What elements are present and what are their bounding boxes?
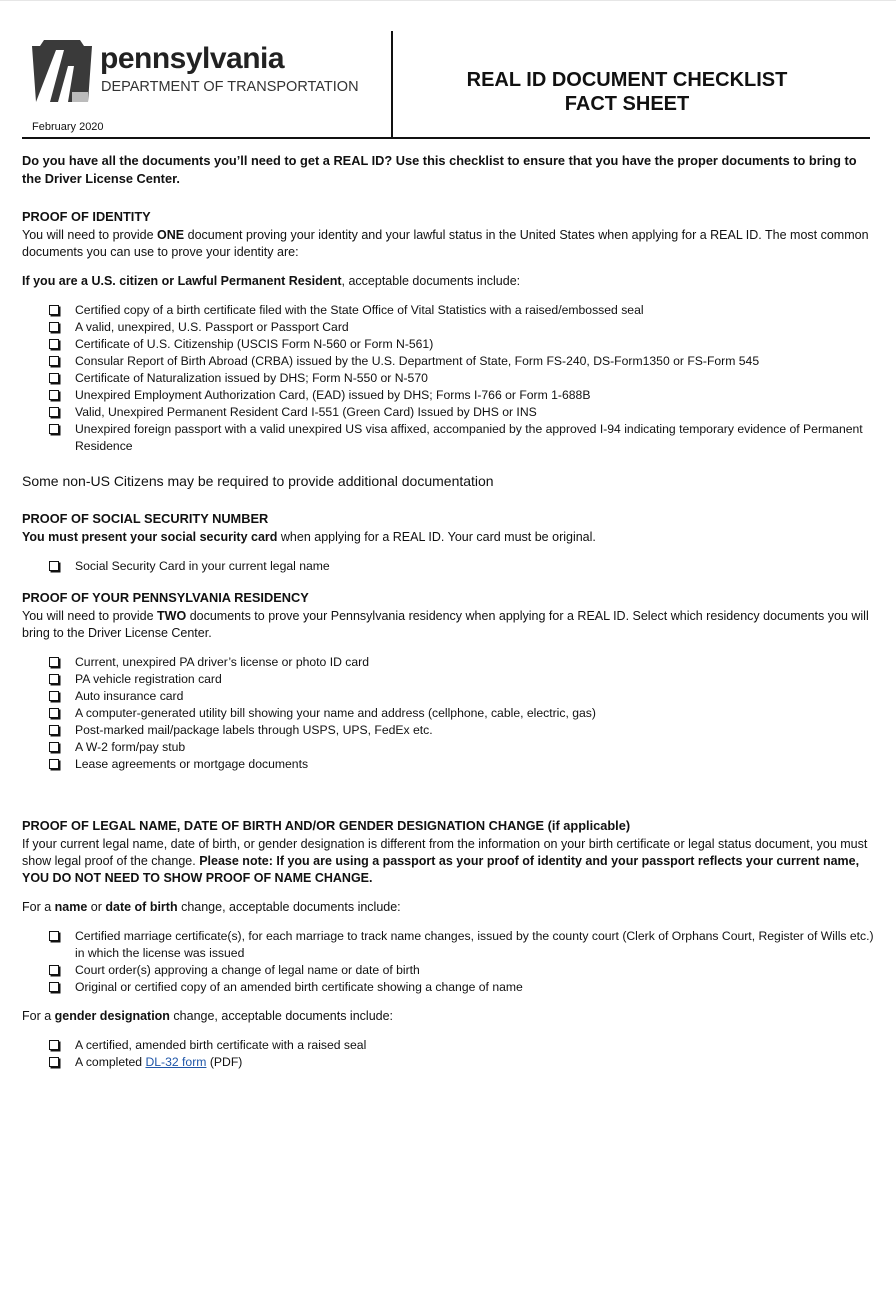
checkbox[interactable] (49, 1057, 59, 1067)
text-run: You will need to provide (22, 228, 158, 242)
item-text: Consular Report of Birth Abroad (CRBA) issued by the U.S. Department of State, Form FS-240, DS-Form1350 or FS-Form 545 (75, 354, 760, 368)
text-run: change, acceptable documents include: (177, 900, 401, 914)
text-run: If your current legal name, date of birth, or gender designation is different from the information on your birth certificate or legal status document, you must show legal proof of the change. (22, 837, 868, 868)
checkbox[interactable] (49, 424, 59, 434)
item-text: Certificate of U.S. Citizenship (USCIS Form N-560 or Form N-561) (75, 337, 434, 351)
title-line-1: REAL ID DOCUMENT CHECKLIST (466, 69, 788, 91)
checklist-item (22, 962, 874, 979)
item-text: Unexpired foreign passport with a valid unexpired US visa affixed, accompanied by the approved I-94 indicating temporary evidence of Permanent Residence (75, 422, 863, 453)
document-body (22, 152, 874, 1071)
text-run: , acceptable documents include: (341, 274, 521, 288)
publish-date: February 2020 (32, 121, 104, 133)
header-rule (22, 137, 870, 139)
residency-paragraph (22, 608, 874, 642)
text-run: documents to prove your Pennsylvania residency when applying for a REAL ID. Select which residency documents you will bring to the Driver License Center. (22, 609, 869, 640)
checkbox[interactable] (49, 982, 59, 992)
text-run-bold: If you are using a passport as your proof of identity and your passport reflects your current name, YOU DO NOT NEED TO SHOW PROOF OF NAME CHANGE. (22, 854, 860, 885)
checklist-item (22, 756, 874, 773)
text-run: when applying for a REAL ID. Your card must be original. (277, 530, 596, 544)
item-text: A certified, amended birth certificate with a raised seal (75, 1038, 367, 1052)
residency-heading: PROOF OF YOUR PENNSYLVANIA RESIDENCY (22, 590, 309, 605)
checkbox[interactable] (49, 657, 59, 667)
checklist-item (22, 302, 874, 319)
page-title (412, 68, 842, 116)
item-text: Lease agreements or mortgage documents (75, 757, 309, 771)
item-text: Valid, Unexpired Permanent Resident Card I-551 (Green Card) Issued by DHS or INS (75, 405, 537, 419)
identity-paragraph (22, 227, 874, 261)
legal-change-paragraph (22, 836, 874, 887)
checklist-item (22, 319, 874, 336)
item-text: (PDF) (206, 1055, 243, 1069)
checkbox[interactable] (49, 742, 59, 752)
checklist-item (22, 370, 874, 387)
identity-heading: PROOF OF IDENTITY (22, 209, 151, 224)
brand-name: pennsylvania (100, 42, 285, 75)
non-citizen-note: Some non-US Citizens may be required to provide additional documentation (22, 473, 494, 489)
item-text: A computer-generated utility bill showing your name and address (cellphone, cable, electric, gas) (75, 706, 596, 720)
text-run: document proving your identity and your lawful status in the United States when applying for a REAL ID. The most common documents you can use to prove your identity are: (22, 228, 869, 259)
checkbox[interactable] (49, 931, 59, 941)
checkbox[interactable] (49, 407, 59, 417)
checkbox[interactable] (49, 1040, 59, 1050)
identity-eligibility (22, 273, 874, 290)
item-text: PA vehicle registration card (75, 672, 222, 686)
checklist-item (22, 387, 874, 404)
item-text: Post-marked mail/package labels through USPS, UPS, FedEx etc. (75, 723, 433, 737)
checkbox[interactable] (49, 322, 59, 332)
item-text: Unexpired Employment Authorization Card, (EAD) issued by DHS; Forms I-766 or Form 1-688B (75, 388, 591, 402)
name-dob-checklist (22, 928, 874, 996)
item-text: Current, unexpired PA driver’s license or photo ID card (75, 655, 369, 669)
dl-32-form-link[interactable]: DL-32 form (145, 1055, 207, 1069)
checklist-item (22, 705, 874, 722)
text-run-bold: name (54, 900, 88, 914)
title-line-2: FACT SHEET (564, 93, 690, 115)
checklist-item (22, 353, 874, 370)
ssn-paragraph (22, 529, 874, 546)
checklist-item (22, 688, 874, 705)
checkbox[interactable] (49, 965, 59, 975)
text-run-bold: Please note: (199, 854, 273, 868)
item-text: Social Security Card in your current legal name (75, 559, 330, 573)
brand-subtitle: DEPARTMENT OF TRANSPORTATION (101, 79, 359, 95)
header-divider (391, 31, 393, 139)
text-run: or (87, 900, 106, 914)
gender-checklist (22, 1037, 874, 1071)
checkbox[interactable] (49, 561, 59, 571)
checklist-item (22, 404, 874, 421)
checkbox[interactable] (49, 691, 59, 701)
keystone-logo-icon (28, 40, 96, 102)
checkbox[interactable] (49, 373, 59, 383)
item-text: Auto insurance card (75, 689, 184, 703)
item-text: Certificate of Naturalization issued by DHS; Form N-550 or N-570 (75, 371, 428, 385)
item-text: A W-2 form/pay stub (75, 740, 186, 754)
identity-checklist (22, 302, 874, 455)
checklist-item (22, 1054, 874, 1071)
text-run-bold: gender designation (54, 1009, 170, 1023)
item-text: Certified marriage certificate(s), for each marriage to track name changes, issued by the county court (Clerk of Orphans Court, Register of Wills etc.) in which the license was issued (75, 929, 874, 960)
legal-change-heading: PROOF OF LEGAL NAME, DATE OF BIRTH AND/OR GENDER DESIGNATION CHANGE (if applicable) (22, 818, 631, 833)
checkbox[interactable] (49, 356, 59, 366)
checkbox[interactable] (49, 708, 59, 718)
checklist-item (22, 722, 874, 739)
text-run: You will need to provide (22, 609, 158, 623)
checkbox[interactable] (49, 390, 59, 400)
item-text: Certified copy of a birth certificate filed with the State Office of Vital Statistics with a raised/embossed seal (75, 303, 644, 317)
item-text: Court order(s) approving a change of legal name or date of birth (75, 963, 420, 977)
text-run-bold: date of birth (105, 900, 178, 914)
checklist-item (22, 671, 874, 688)
text-run-bold: You must present your social security card (22, 530, 278, 544)
checkbox[interactable] (49, 725, 59, 735)
checklist-item (22, 421, 874, 455)
ssn-heading: PROOF OF SOCIAL SECURITY NUMBER (22, 511, 269, 526)
item-text: A valid, unexpired, U.S. Passport or Passport Card (75, 320, 349, 334)
residency-checklist (22, 654, 874, 773)
checklist-item (22, 1037, 874, 1054)
checklist-item (22, 654, 874, 671)
checklist-item (22, 558, 874, 575)
checkbox[interactable] (49, 339, 59, 349)
page-top-border (0, 0, 896, 1)
page-header (22, 28, 870, 138)
text-run: change, acceptable documents include: (169, 1009, 394, 1023)
item-text: A completed (75, 1055, 146, 1069)
item-text: Original or certified copy of an amended birth certificate showing a change of name (75, 980, 523, 994)
text-run-bold: TWO (157, 609, 187, 623)
checklist-item (22, 739, 874, 756)
ssn-checklist (22, 558, 874, 575)
checklist-item (22, 336, 874, 353)
checkbox[interactable] (49, 674, 59, 684)
name-dob-intro (22, 899, 874, 916)
checkbox[interactable] (49, 305, 59, 315)
text-run-bold: ONE (157, 228, 185, 242)
checklist-item (22, 928, 874, 962)
gender-intro (22, 1008, 874, 1025)
checkbox[interactable] (49, 759, 59, 769)
checklist-item (22, 979, 874, 996)
text-run: For a (22, 1009, 55, 1023)
text-run-bold: If you are a U.S. citizen or Lawful Permanent Resident (22, 274, 342, 288)
text-run: For a (22, 900, 55, 914)
intro-text: Do you have all the documents you’ll need to get a REAL ID? Use this checklist to ensure that you have the proper documents to bring to the Driver License Center. (22, 153, 857, 186)
